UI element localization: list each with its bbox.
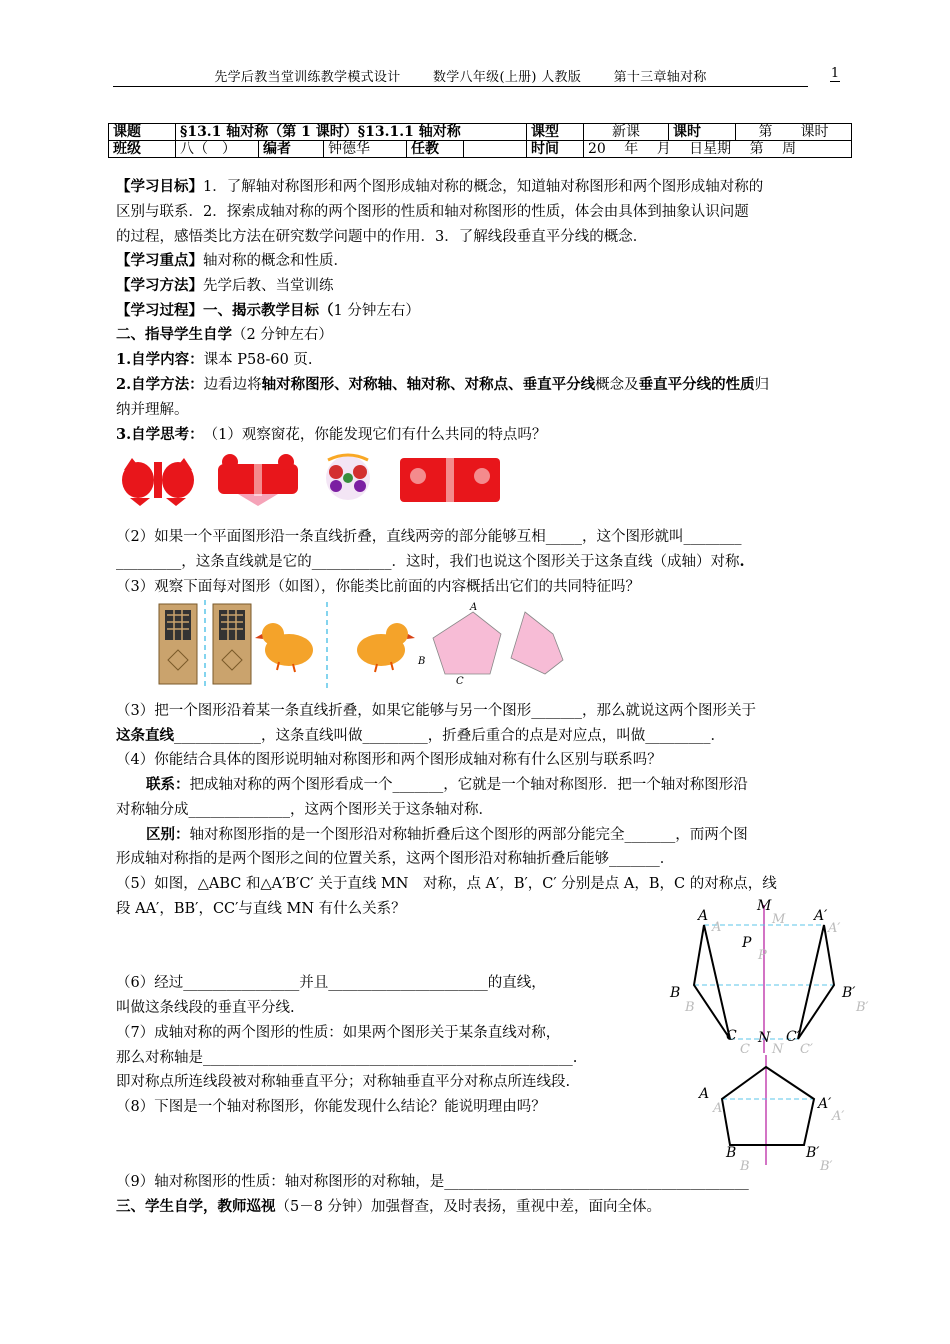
label-a: A bbox=[698, 908, 709, 924]
content-line bbox=[116, 348, 313, 372]
paper-cut-3 bbox=[326, 455, 370, 500]
q6-line: 叫做这条线段的垂直平分线. bbox=[116, 1000, 295, 1016]
ghost-label: B bbox=[740, 1159, 750, 1174]
text: （1）观察窗花，你能发现它们有什么共同的特点吗？ bbox=[210, 427, 547, 443]
ghost-label: N bbox=[772, 1042, 784, 1057]
text: 轴对称图形指的是一个图形沿对称轴折叠后这个图形的两部分能完全_______，而两个图 bbox=[189, 827, 748, 843]
cell: 编者 bbox=[259, 141, 324, 158]
window-flowers-figure bbox=[120, 450, 510, 508]
cell bbox=[464, 141, 527, 158]
qu-line bbox=[116, 823, 748, 847]
text: _________，这条直线就是它的___________．这时，我们也说这个图形关于这条直线（成轴）对称 bbox=[116, 554, 740, 570]
cell: 钟德华 bbox=[324, 141, 407, 158]
cell: 20 年 月 日星期 第 周 bbox=[584, 141, 852, 158]
q2-line: （2）如果一个平面图形沿一条直线折叠，直线两旁的部分能够互相_____，这个图形就叫________ bbox=[116, 529, 742, 545]
cell: 课时 bbox=[669, 124, 736, 141]
key-line bbox=[116, 249, 348, 273]
ghost-label: B bbox=[685, 1000, 695, 1015]
process-label: 【学习过程】一、揭示教学目标（ bbox=[116, 302, 334, 319]
label-c: C bbox=[726, 1028, 737, 1044]
text: 垂直平分线的性质 bbox=[638, 376, 755, 393]
label-a-prime: A′ bbox=[818, 1096, 832, 1112]
q2-line bbox=[116, 550, 745, 574]
goal-line: 区别与联系．2．探索成轴对称的两个图形的性质和轴对称图形的性质，体会由具体到抽象认识问题 bbox=[116, 204, 749, 220]
text: 把成轴对称的两个图形看成一个_______，它就是一个轴对称图形．把一个轴对称图形沿 bbox=[189, 777, 748, 793]
label-n: N bbox=[758, 1030, 771, 1046]
text: 三、学生自学，教师巡视 bbox=[116, 1198, 276, 1215]
think-line bbox=[116, 423, 546, 447]
text: 二、指导学生自学 bbox=[116, 326, 232, 343]
header-right: 第十三章轴对称 bbox=[613, 70, 707, 85]
goal-line bbox=[116, 175, 763, 199]
text: 区别： bbox=[146, 826, 190, 843]
q7-line: 即对称点所连线段被对称轴垂直平分；对称轴垂直平分对称点所连线段. bbox=[116, 1074, 571, 1090]
section-title bbox=[116, 323, 333, 347]
ghost-label: A bbox=[712, 920, 722, 935]
door-left bbox=[159, 604, 197, 684]
q3-line: （3）观察下面每对图形（如图），你能类比前面的内容概括出它们的共同特征吗？ bbox=[116, 579, 640, 595]
q5-line: （5）如图，△ABC 和△A′B′C′ 关于直线 MN 对称，点 A′，B′，C′ 分别是点 A，B，C 的对称点，线 bbox=[116, 876, 777, 892]
q8-line: （8）下图是一个轴对称图形，你能发现什么结论？能说明理由吗？ bbox=[116, 1099, 546, 1115]
ghost-label: C′ bbox=[800, 1042, 813, 1057]
method-detail-line bbox=[116, 373, 769, 397]
ghost-label: A′ bbox=[828, 921, 841, 936]
cell: 课型 bbox=[527, 124, 584, 141]
label-m: M bbox=[757, 898, 772, 914]
label-a: A bbox=[699, 1086, 710, 1102]
triangle-abc bbox=[694, 925, 730, 1039]
text: 课本 P58-60 页. bbox=[203, 352, 313, 368]
q4-line: （4）你能结合具体的图形说明轴对称图形和两个图形成轴对称有什么区别与联系吗？ bbox=[116, 752, 662, 768]
q7-line: （7）成轴对称的两个图形的性质：如果两个图形关于某条直线对称， bbox=[116, 1025, 561, 1041]
q6-line: （6）经过________________并且______________________的直线， bbox=[116, 975, 546, 991]
text: 归 bbox=[754, 377, 770, 393]
text: ____________，这条直线叫做_________，折叠后重合的点是对应点，叫做_________． bbox=[174, 728, 725, 744]
label-a-prime: A′ bbox=[814, 908, 828, 924]
q3b-line bbox=[116, 724, 725, 748]
table-row bbox=[109, 141, 852, 158]
page-number: 1 bbox=[830, 66, 840, 81]
cell: §13.1 轴对称（第 1 课时）§13.1.1 轴对称 bbox=[176, 124, 527, 141]
cell: 新课 bbox=[584, 124, 669, 141]
label-b-prime: B′ bbox=[842, 985, 856, 1001]
cell: 第 课时 bbox=[736, 124, 852, 141]
paper-cut-1 bbox=[122, 458, 194, 506]
pentagon-right bbox=[511, 612, 563, 674]
header-left: 先学后教当堂训练教学模式设计 bbox=[214, 70, 401, 85]
label-b-prime: B′ bbox=[806, 1145, 820, 1161]
q9-line: （9）轴对称图形的性质：轴对称图形的对称轴，是__________________________________________ bbox=[116, 1174, 749, 1190]
triangle-abc-prime bbox=[798, 925, 834, 1039]
text: . bbox=[739, 553, 745, 570]
paper-cut-2 bbox=[218, 454, 298, 506]
lian-line: 对称轴分成______________，这两个图形关于这条轴对称． bbox=[116, 802, 493, 818]
label-b: B bbox=[670, 985, 681, 1001]
cell: 任教 bbox=[407, 141, 464, 158]
text: 边看边将 bbox=[203, 377, 262, 393]
cell: 班级 bbox=[109, 141, 176, 158]
ghost-label: P bbox=[758, 948, 767, 963]
symmetric-pairs-figure bbox=[155, 598, 575, 690]
text: 轴对称的概念和性质． bbox=[203, 253, 348, 269]
info-table bbox=[108, 123, 852, 158]
ghost-label: C bbox=[740, 1042, 750, 1057]
ghost-label: M bbox=[772, 912, 786, 927]
pair-label-b: B bbox=[418, 656, 426, 667]
q7-line: 那么对称轴是___________________________________________________. bbox=[116, 1050, 578, 1066]
text: 1 分钟左右） bbox=[333, 303, 420, 319]
text: 先学后教、当堂训练 bbox=[203, 278, 334, 294]
q3b-line: （3）把一个图形沿着某一条直线折叠，如果它能够与另一个图形_______，那么就说这两个图形关于 bbox=[116, 703, 756, 719]
text: （2 分钟左右） bbox=[232, 327, 333, 343]
section-title bbox=[116, 1195, 661, 1219]
label-c-prime: C′ bbox=[786, 1029, 800, 1045]
cell: 课题 bbox=[109, 124, 176, 141]
cell: 八（ ） bbox=[176, 141, 259, 158]
text: 1.自学内容： bbox=[116, 351, 204, 368]
text: 1．了解轴对称图形和两个图形成轴对称的概念，知道轴对称图形和两个图形成轴对称的 bbox=[203, 179, 764, 195]
chick-left bbox=[255, 623, 313, 672]
qu-line: 形成轴对称指的是两个图形之间的位置关系，这两个图形沿对称轴折叠后能够_______． bbox=[116, 851, 675, 867]
text-line: 纳并理解。 bbox=[116, 402, 189, 418]
paper-cut-4 bbox=[400, 454, 500, 506]
ghost-label: A bbox=[713, 1101, 723, 1116]
pair-label-a: A bbox=[470, 602, 478, 613]
table-row bbox=[109, 124, 852, 141]
page-header bbox=[113, 66, 808, 87]
ghost-label: B′ bbox=[856, 1000, 869, 1015]
text: 联系： bbox=[146, 776, 190, 793]
text: 3.自学思考： bbox=[116, 426, 197, 443]
process-line bbox=[116, 299, 420, 323]
pentagon-left bbox=[433, 612, 501, 674]
label-b: B bbox=[726, 1145, 737, 1161]
pentagon bbox=[722, 1067, 814, 1145]
pair-label-c: C bbox=[456, 676, 464, 687]
label-p: P bbox=[742, 935, 752, 951]
chick-right bbox=[357, 623, 415, 672]
goal-label: 【学习目标】 bbox=[116, 178, 203, 195]
text: 轴对称图形、对称轴、轴对称、对称点、垂直平分线 bbox=[261, 376, 596, 393]
method-line bbox=[116, 274, 334, 298]
door-right bbox=[213, 604, 251, 684]
q5-line: 段 AA′，BB′，CC′与直线 MN 有什么关系？ bbox=[116, 901, 406, 917]
text: 概念及 bbox=[595, 377, 639, 393]
method-label: 【学习方法】 bbox=[116, 277, 203, 294]
key-label: 【学习重点】 bbox=[116, 252, 203, 269]
cell: 时间 bbox=[527, 141, 584, 158]
ghost-label: B′ bbox=[820, 1159, 833, 1174]
text: （5－8 分钟）加强督查，及时表扬，重视中差，面向全体。 bbox=[275, 1199, 662, 1215]
text: 这条直线 bbox=[116, 727, 174, 744]
text: 2.自学方法： bbox=[116, 376, 204, 393]
goal-line: 的过程，感悟类比方法在研究数学问题中的作用．3．了解线段垂直平分线的概念． bbox=[116, 229, 648, 245]
lian-line bbox=[116, 773, 748, 797]
ghost-label: A′ bbox=[832, 1109, 845, 1124]
header-mid: 数学八年级(上册) 人教版 bbox=[432, 70, 582, 85]
